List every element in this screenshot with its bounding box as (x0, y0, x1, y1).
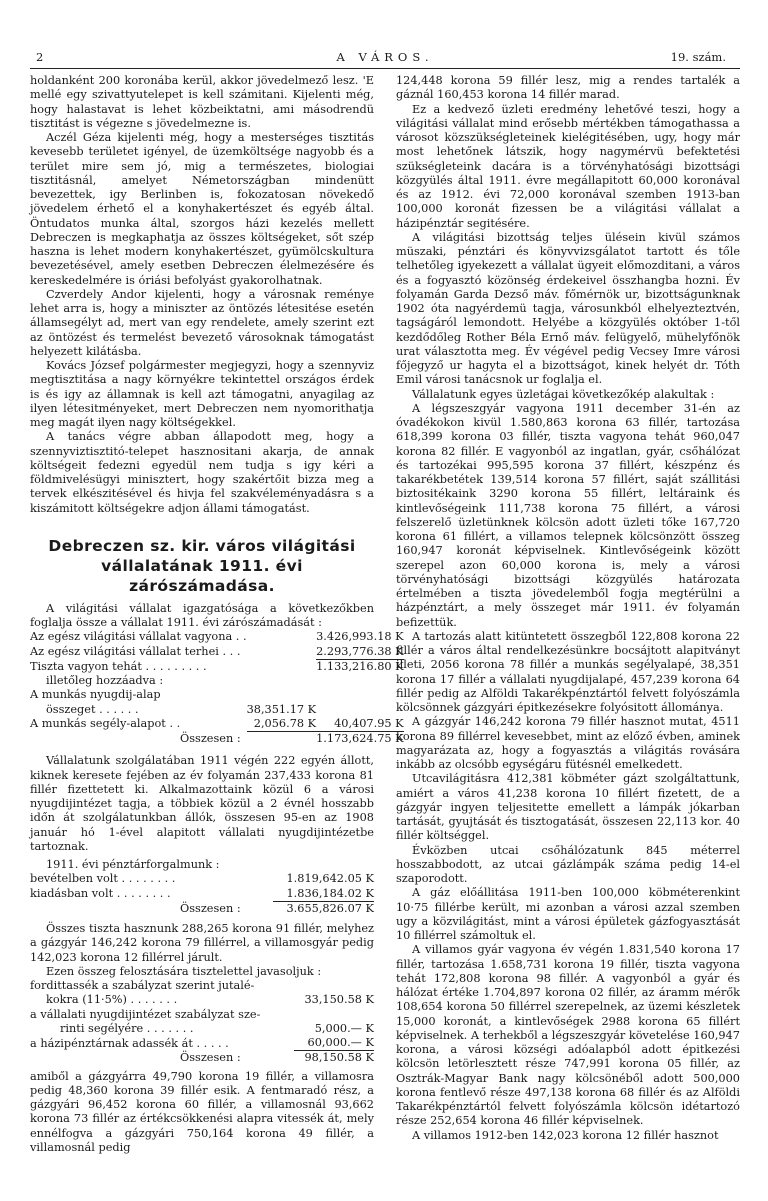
table-row: Összesen : 1.173,624.75 K (180, 732, 404, 745)
paragraph: Összes tiszta hasznunk 288,265 korona 91 fillér, melyhez a gázgyár 146,242 korona 79 fillérrel, a villamosgyár pedig 142,023 korona 12 fillérrel járult. (30, 922, 374, 964)
right-column (396, 74, 740, 1194)
paragraph: holdanként 200 koronába kerül, akkor jövedelmező lesz. 'E mellé egy szivattyutelepet is kell számitani. Kijelenti még, hogy halastavat is lehet közbeiktatni, ami másodrendü tisztitást is végezne s jövedelmezne is. (30, 74, 374, 130)
paragraph: Vállalatunk szolgálatában 1911 végén 222 egyén állott, kiknek keresete fejében az év folyamán 237,433 korona 81 fillér fizettetett ki. Alkalmazottaink közül 6 a városi nyugdijintézet tagja, a többiek közül a 2 évnél hosszabb időn át szolgálatunkban állók, összesen 95-en az 1908 január hó 1-ével alapitott vállalati nyugdijintézetbe tartoznak. (30, 754, 374, 853)
table-row: illetőleg hozzáadva : (46, 674, 164, 687)
paragraph: Ez a kedvező üzleti eredmény lehetővé teszi, hogy a világitási vállalat mind erősebb mértékben támogathassa a városot közszükségleteinek kielégitésében, ugy, hogy már most lehetőnek látszik, hogy nagymérvü befektetési szükségleteink dacára is a törvényhatósági bizottsági közgyülés által 1911. évre megállapitott 60,000 koronával és az 1912. évi 72,000 koronával szemben 1913-ban 100,000 koronát fizessen be a világitási vállalat a házipénztár segitésére. (396, 102, 740, 230)
paragraph: Aczél Géza kijelenti még, hogy a mesterséges tisztitás kevesebb területet igényel, de üzemköltsége nagyobb és a terület mire sem jó, mig a természetes, biologiai tisztitásnál, amelyet Németországban mindenütt bevezettek, igy Berlinben is, fokozatosan növekedő jövedelem érhető el a konyhakertészet és egyéb által. Öntudatos munka által, szorgos házi kezelés mellett Debreczen is megkaphatja az összes költségeket, sőt szép haszna is lehet modern konyhakertészet, gyümölcskultura bevezetésével, amely esetben Debreczen élelmezésére és kereskedelmére is óriási befolyást gyakorolhatnak. (30, 131, 374, 287)
paragraph: A gáz előállitása 1911-ben 100,000 köbméterenkint 10·75 fillérbe került, mi azonban a városi azzal szemben ugy a közvilágitást, mint a városi épületek gázfogyasztását 10 fillérrel számoltuk el. (396, 886, 740, 942)
paragraph: Évközben utcai csőhálózatunk 845 méterrel hosszabbodott, az utcai gázlámpák száma pedig 14-el szaporodott. (396, 843, 740, 885)
paragraph: A légszeszgyár vagyona 1911 december 31-én az óvadékokon kivül 1.580,863 korona 63 fillér, tartozása 618,399 korona 03 fillér, tiszta vagyona tehát 960,047 korona 82 fillér. E vagyonból az ingatlan, gyár, csőhálózat és tartozékai 995,595 korona 37 fillért, készpénz és takarékbetétek 139,514 korona 57 fillért, saját szállitási biztositékaink 3290 korona 55 fillért, leltáraink és kintlevőségeink 111,738 korona 75 fillért, a városi felszerelő üzletünknek kölcsön adott üzleti tőke 167,720 korona 61 fillért, a villamos telepnek kölcsönzött összeg 160,947 koronát képviselnek. Kintlevőségeink között szerepel azon 60,000 korona is, mely a városi törvényhatósági bizottsági közgyülés határozata értelmében a tiszta jövedelemből fogja megtérülni a házpénztárt, a mely összeget már 1911. év folyamán befizettük. (396, 401, 740, 629)
table-row: összeget . . . . . . 38,351.17 K (46, 702, 317, 716)
paragraph: A világitási vállalat igazgatósága a következőkben foglalja össze a vállalat 1911. évi zárószámadását : (30, 601, 374, 629)
table-row: A munkás nyugdij-alap (30, 688, 161, 702)
proposal-table (30, 979, 374, 1066)
cash-title: 1911. évi pénztárforgalmunk : (46, 858, 220, 871)
table-row: rinti segélyére . . . . . . . 5,000.— K (60, 1021, 374, 1035)
paragraph: A gázgyár 146,242 korona 79 fillér hasznot mutat, 4511 korona 89 fillérrel kevesebbet, mint az előző évben, aminek magyarázata az, hogy a fogyasztás a világitás rovására inkább az olcsóbb egységáru fütésnél emelkedett. (396, 715, 740, 771)
paragraph: A tanács végre abban állapodott meg, hogy a szennyviztisztitó-telepet hasznositani akarja, de annak költségeit fedezni egyedül nem tudja s igy kéri a földmivelésügyi minisztert, hogy szakértőit bizza meg a tervek elkészitésével és hivja fel szakvéleményadásra s a kiszámitott költségekre adjon állami támogatást. (30, 430, 374, 515)
table-row: kokra (11·5%) . . . . . . . 33,150.58 K (46, 993, 374, 1007)
journal-title: A VÁROS. (336, 50, 434, 64)
paragraph: Utcavilágitásra 412,381 köbméter gázt szolgáltattunk, amiért a város 41,238 korona 10 fillért fizetett, de a gázgyár ingyen teljesitette emellett a lámpák jókarban tartását, gyujtását és tisztogatását, összesen 22,113 kor. 40 fillér költséggel. (396, 772, 740, 843)
paragraph: 124,448 korona 59 fillér lesz, mig a rendes tartalék a gáznál 160,453 korona 14 fillér marad. (396, 74, 740, 102)
balance-table (30, 630, 404, 746)
table-row: Az egész világitási vállalat vagyona . . 3.426,993.18 K (30, 630, 404, 644)
paragraph: A tartozás alatt kitüntetett összegből 122,808 korona 22 fillér a város által rendelkezésünkre bocsájtott alapitványt illeti, 2056 korona 78 fillér a munkás segélyalapé, 38,351 korona 17 fillér a vállalati nyugdijalapé, 457,239 korona 64 fillér pedig az Alföldi Takarékpénztártól felvett folyószámla kölcsönnek gázgyári épitkezésekre folyósitott állománya. (396, 629, 740, 714)
table-row: Összesen : 3.655,826.07 K (180, 901, 374, 915)
paragraph: A villamos 1912-ben 142,023 korona 12 fillér hasznot (412, 1128, 719, 1142)
table-row: Összesen : 98,150.58 K (180, 1051, 374, 1065)
table-row: a házipénztárnak adassék át . . . . . 60,000.— K (30, 1036, 374, 1050)
left-column (30, 74, 404, 1194)
table-row: A munkás segély-alapot . . 2,056.78 K 40,407.95 K (30, 716, 404, 731)
page-number: 2 (36, 50, 44, 64)
table-row: Tiszta vagyon tehát . . . . . . . . . 1.133,216.80 K (30, 659, 404, 673)
paragraph: Czverdely Andor kijelenti, hogy a városnak reménye lehet arra is, hogy a miniszter az öntözés létesitése esetén államsegélyt ad, mert van egy rendelete, amely szerint ezt az öntözést és termelést bevezető városoknak támogatást helyezett kilátásba. (30, 287, 374, 358)
cash-table (30, 872, 374, 916)
paragraph: Vállalatunk egyes üzletágai következőkép alakultak : (412, 387, 715, 401)
paragraph: A világitási bizottság teljes ülésein kivül számos müszaki, pénztári és könyvvizsgálatot tartott és tőle telhetőleg igyekezett a vállalat ügyeit előmozditani, a város és a fogyasztó közönség érdekeivel összhangba hozni. Év folyamán Garda Dezső máv. főmérnök ur, bizottságunknak 1902 óta nagyérdemü tagja, városunkból elhelyezteztvén, tagságáról lemondott. Helyébe a közgyülés október 1-től kezdődőleg Rother Béla Ernő máv. felügyelő, mühelyfőnök urat választotta meg. Év végével pedig Vecsey Imre városi főjegyző ur hagyta el a bizottságot, kinek helyét dr. Tóth Emil városi tanácsnok ur foglalja el. (396, 230, 740, 387)
table-row: a vállalati nyugdijintézet szabályzat sze- (30, 1007, 261, 1021)
paragraph: Ezen összeg felosztására tisztelettel javasoljuk : (46, 964, 322, 978)
table-row: fordittassék a szabályzat szerint jutalé- (30, 979, 255, 992)
issue-number: 19. szám. (670, 50, 726, 64)
paragraph: Kovács József polgármester megjegyzi, hogy a szennyviz megtisztitása a nagy környékre tekintettel országos érdek is és igy az államnak is kell azt támogatni, anyagilag az ilyen létesitményeket, mert Debreczen nem nyomorithatja meg magát ilyen nagy költségekkel. (30, 359, 374, 429)
paragraph: A villamos gyár vagyona év végén 1.831,540 korona 17 fillér, tartozása 1.658,731 korona 19 fillér, tiszta vagyona tehát 172,808 korona 98 fillér. A vagyonból a gyár és hálózat értéke 1.704,897 korona 02 fillér, az áramm mérők 108,654 korona 50 fillérrel szerepelnek, az üzemi készletek 15,000 koronát, a kintlevőségek 2988 korona 65 fillért képviselnek. A terhekből a légszeszgyár követelése 160,947 korona, a városi községi adóalapból adott épitkezési kölcsön letörlesztett része 747,991 korona 05 fillér, az Osztrák-Magyar Bank nagy kölcsönéből adott 500,000 korona fentlevő része 497,138 korona 68 fillér és az Alföldi Takarékpénztártól felvett folyószámla kölcsön idétartozó része 252,654 korona 46 fillér képviselnek. (396, 943, 740, 1128)
table-row: kiadásban volt . . . . . . . . 1.836,184.02 K (30, 886, 374, 900)
table-row: Az egész világitási vállalat terhei . . . 2.293,776.38 K (30, 644, 404, 658)
table-row: bevételben volt . . . . . . . . 1.819,642.05 K (30, 872, 374, 886)
article-heading: Debreczen sz. kir. város világitási vállalatának 1911. évi zárószámadása. (48, 536, 356, 595)
page-header (30, 50, 740, 69)
paragraph: amiből a gázgyárra 49,790 korona 19 fillér, a villamosra pedig 48,360 korona 39 fillér esik. A fentmaradó rész, a gázgyári 96,452 korona 60 fillér, a villamosnál 93,662 korona 73 fillér az értékcsökkenési alapra vitessék át, mely ennélfogva a gázgyári 750,164 korona 49 fillér, a villamosnál pedig (30, 1069, 374, 1154)
